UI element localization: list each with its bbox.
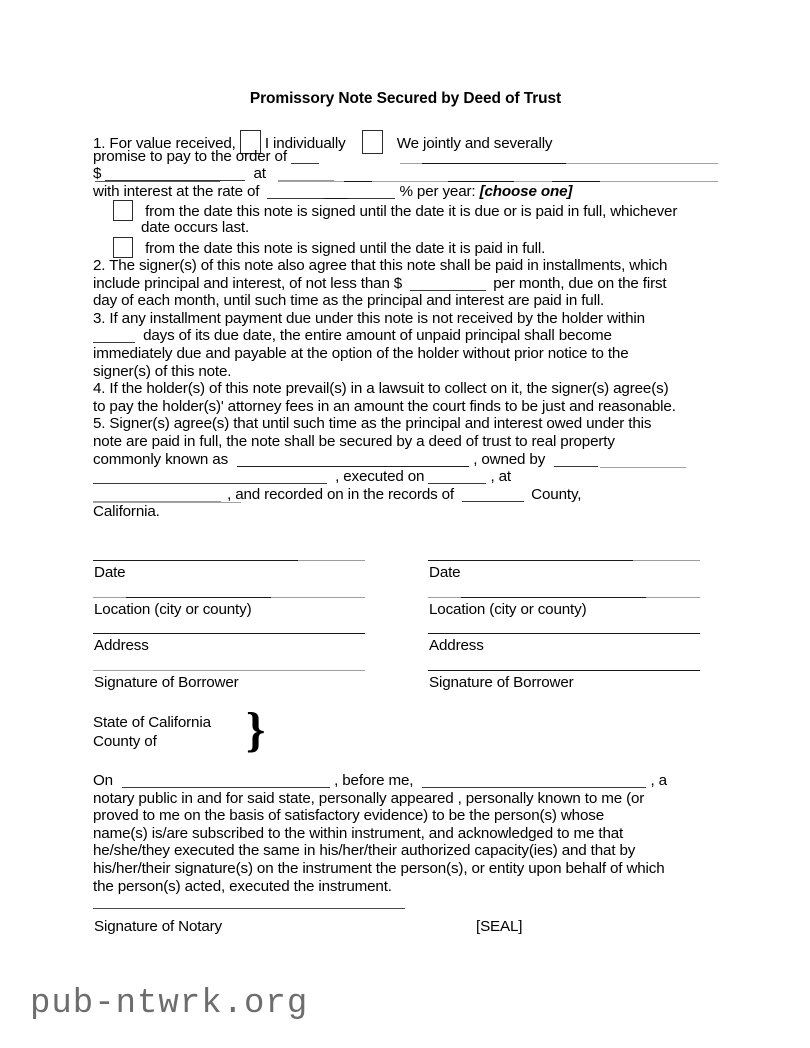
checkbox-interest-until-paid-full[interactable] bbox=[113, 237, 133, 258]
line-date-left-segment bbox=[93, 560, 298, 561]
blank-property-owner-ext[interactable] bbox=[600, 467, 686, 468]
clause5-owned-by: , owned by bbox=[473, 450, 546, 468]
clause5-recorded-in: , and recorded on in the records of bbox=[227, 485, 455, 503]
clause1-rate-text: with interest at the rate of bbox=[93, 182, 260, 200]
blank-property-owner[interactable] bbox=[554, 466, 598, 467]
field-location-right bbox=[428, 597, 700, 634]
notary-line1 bbox=[93, 772, 719, 790]
label-date-left: Date bbox=[94, 564, 126, 581]
field-date-right bbox=[428, 560, 700, 597]
notary-line7: the person(s) acted, executed the instrument. bbox=[93, 877, 392, 895]
notary-line6: his/her/their signature(s) on the instrument the person(s), or entity upon behalf of which bbox=[93, 859, 665, 877]
line-notary-signature[interactable] bbox=[93, 908, 405, 909]
notary-acknowledgement-text bbox=[93, 772, 719, 895]
checkbox-interest-until-due-or-paid[interactable] bbox=[113, 200, 133, 221]
line-address-right[interactable] bbox=[428, 633, 700, 634]
clause3-line4: signer(s) of this note. bbox=[93, 362, 232, 380]
label-location-left: Location (city or county) bbox=[94, 600, 252, 618]
label-address-left: Address bbox=[94, 637, 149, 654]
line-signature-right[interactable] bbox=[428, 670, 700, 671]
notary-state-county bbox=[93, 713, 211, 751]
label-individually: I individually bbox=[264, 135, 346, 152]
blank-recording-ref-ext bbox=[93, 502, 241, 503]
blank-property-address[interactable] bbox=[237, 466, 469, 467]
notary-line3: proved to me on the basis of satisfactory evidence) to be the person(s) whose bbox=[93, 807, 605, 825]
clause1-number-text: 1. For value received, bbox=[93, 135, 236, 152]
label-seal: [SEAL] bbox=[476, 918, 523, 935]
clause5-line3 bbox=[93, 451, 719, 469]
clause3-line2 bbox=[93, 327, 719, 345]
blank-notary-date[interactable] bbox=[122, 787, 330, 788]
clause1-line4 bbox=[93, 183, 719, 201]
line-location-right-segment bbox=[461, 597, 646, 598]
line-date-right-segment bbox=[428, 560, 633, 561]
blank-recording-county[interactable] bbox=[462, 501, 524, 502]
blank-monthly-installment[interactable] bbox=[410, 290, 486, 291]
blank-grace-days[interactable] bbox=[93, 342, 135, 343]
clause2-installment-post: per month, due on the first bbox=[493, 274, 667, 292]
clause1-peryear-text: % per year: bbox=[399, 182, 476, 200]
clause5-property-pre: commonly known as bbox=[93, 450, 229, 468]
clause5-line2: note are paid in full, the note shall be secured by a deed of trust to real property bbox=[93, 432, 615, 450]
clause1-option-b-text: from the date this note is signed until the date it is paid in full. bbox=[145, 239, 546, 257]
field-location-left bbox=[93, 597, 365, 634]
field-date-left bbox=[93, 560, 365, 597]
clause5-line5 bbox=[93, 486, 719, 504]
field-signature-right bbox=[428, 670, 700, 707]
line-signature-left[interactable] bbox=[93, 670, 365, 671]
clause2-line2 bbox=[93, 275, 719, 293]
blank-principal-amount-ext bbox=[95, 181, 220, 182]
label-signature-right: Signature of Borrower bbox=[429, 673, 574, 691]
brace-glyph: } bbox=[246, 702, 266, 757]
clause5-county-text: County, bbox=[531, 485, 582, 503]
signature-column-right bbox=[428, 560, 700, 706]
blank-deed-of-trust-ref[interactable] bbox=[93, 483, 327, 484]
blank-interest-rate-seg bbox=[324, 198, 348, 199]
clause4-line1: 4. If the holder(s) of this note prevail(s) in a lawsuit to collect on it, the signer(s) agree(s) bbox=[93, 380, 669, 398]
field-address-right bbox=[428, 633, 700, 670]
clause1-line1 bbox=[93, 130, 719, 152]
field-address-left bbox=[93, 633, 365, 670]
notary-a-text: , a bbox=[650, 772, 667, 789]
notary-line5: he/she/they executed the same in his/her/their authorized capacity(ies) and that by bbox=[93, 842, 636, 860]
clause5-at-text: , at bbox=[490, 468, 511, 486]
label-date-right: Date bbox=[429, 564, 461, 581]
blank-notary-name[interactable] bbox=[422, 787, 646, 788]
clause3-line3: immediately due and payable at the option of the holder without prior notice to the bbox=[93, 344, 629, 362]
blank-payee-a[interactable] bbox=[291, 163, 319, 164]
clause5-line6: California. bbox=[93, 503, 160, 521]
clause5-executed-on: , executed on bbox=[335, 468, 425, 486]
clause1-at-text: at bbox=[253, 165, 266, 183]
clause1-option-a-text2: date occurs last. bbox=[141, 219, 250, 237]
label-address-right: Address bbox=[429, 637, 484, 654]
signature-column-left bbox=[93, 560, 365, 706]
clause5-line1: 5. Signer(s) agree(s) that until such time as the principal and interest owed under this bbox=[93, 415, 652, 433]
notary-county-line: County of bbox=[93, 733, 157, 750]
clause1-dollar-sign: $ bbox=[93, 165, 102, 183]
clause1-option-a-text1: from the date this note is signed until the date it is due or is paid in full, whichever bbox=[145, 203, 678, 221]
notary-beforeme-text: , before me, bbox=[334, 772, 414, 789]
blank-payee-b-segment bbox=[422, 163, 566, 164]
label-jointly-severally: We jointly and severally bbox=[396, 135, 553, 152]
label-notary-signature: Signature of Notary bbox=[94, 918, 223, 935]
document-body bbox=[93, 130, 719, 521]
page-title: Promissory Note Secured by Deed of Trust bbox=[249, 90, 562, 107]
clause1-payto-text: promise to pay to the order of bbox=[93, 147, 287, 165]
line-address-left[interactable] bbox=[93, 633, 365, 634]
choose-one-instruction: [choose one] bbox=[479, 182, 573, 200]
blank-payment-place-seg1 bbox=[344, 181, 372, 182]
blank-payment-place-seg2 bbox=[448, 181, 514, 182]
clause5-line4 bbox=[93, 468, 719, 486]
clause4-line2: to pay the holder(s)' attorney fees in an amount the court finds to be just and reasonable. bbox=[93, 397, 676, 415]
notary-line2: notary public in and for said state, personally appeared , personally known to me (or bbox=[93, 789, 645, 807]
site-watermark: pub-ntwrk.org bbox=[30, 985, 309, 1023]
clause3-line1: 3. If any installment payment due under this note is not received by the holder within bbox=[93, 309, 645, 327]
clause2-line3: day of each month, until such time as the principal and interest are paid in full. bbox=[93, 292, 605, 310]
notary-state-line: State of California bbox=[93, 714, 211, 731]
line-location-left-segment bbox=[126, 597, 271, 598]
field-signature-left bbox=[93, 670, 365, 707]
clause2-installment-pre: include principal and interest, of not less than $ bbox=[93, 274, 403, 292]
clause3-grace-post: days of its due date, the entire amount of unpaid principal shall become bbox=[143, 327, 612, 345]
blank-execution-date[interactable] bbox=[428, 483, 486, 484]
blank-payment-place-seg3 bbox=[552, 181, 600, 182]
label-location-right: Location (city or county) bbox=[429, 600, 587, 618]
clause1-option-a-line1 bbox=[93, 200, 719, 219]
clause1-option-b-line bbox=[93, 237, 719, 257]
clause1-option-a-line2 bbox=[93, 219, 719, 237]
notary-on-text: On bbox=[93, 772, 113, 789]
clause2-line1: 2. The signer(s) of this note also agree that this note shall be paid in installments, which bbox=[93, 256, 668, 274]
label-signature-left: Signature of Borrower bbox=[94, 673, 239, 691]
notary-line4: name(s) is/are subscribed to the within instrument, and acknowledged to me that bbox=[93, 824, 624, 842]
